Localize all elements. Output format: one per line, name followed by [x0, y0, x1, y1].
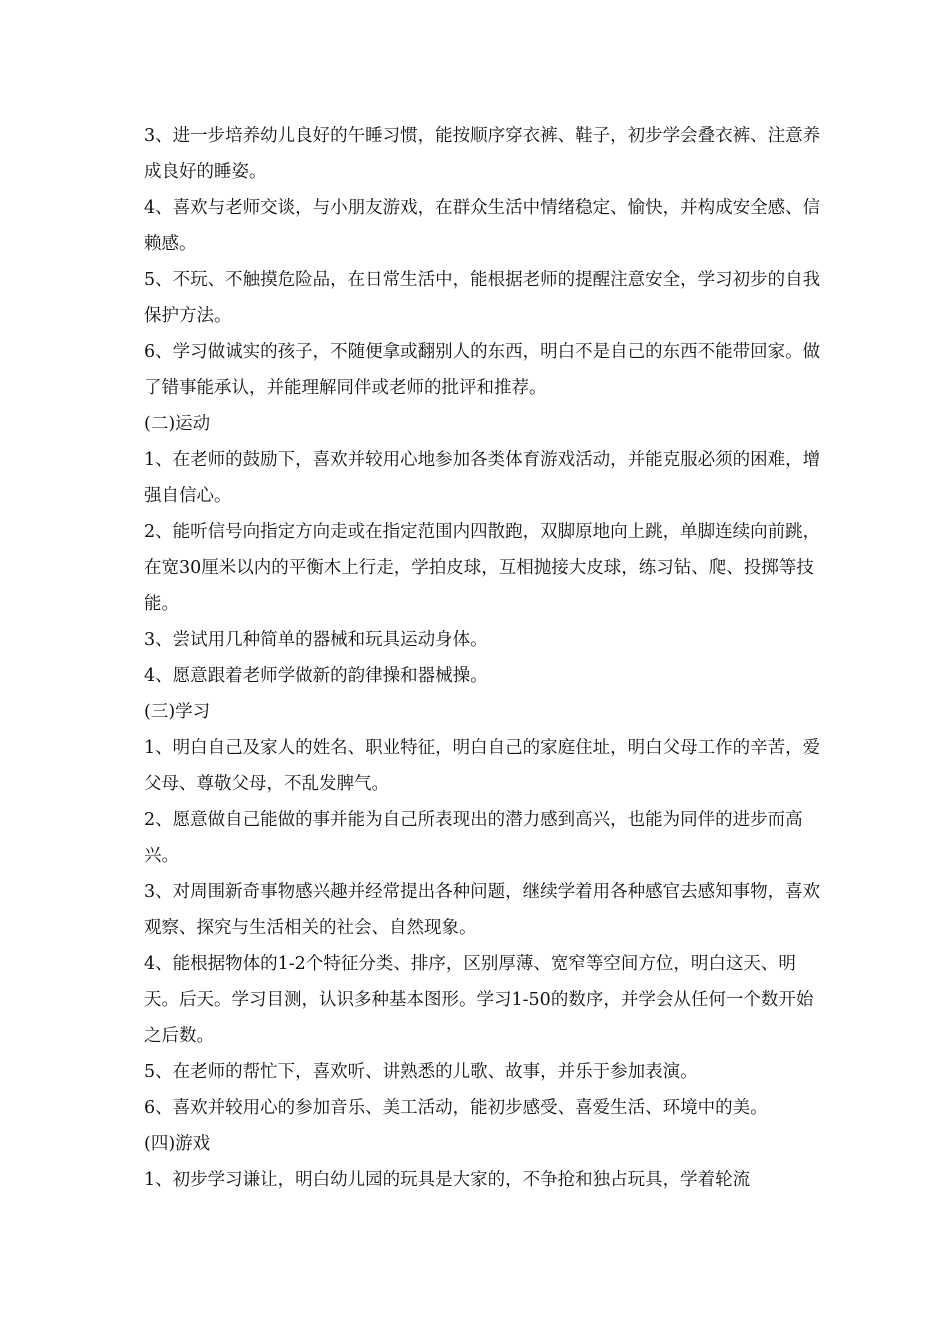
section-heading-sports: (二)运动: [144, 414, 211, 434]
list-item: 1、明白自己及家人的姓名、职业特征，明白自己的家庭住址，明白父母工作的辛苦，爱父母、尊敬父母，不乱发脾气。: [144, 738, 821, 794]
list-item: 5、在老师的帮忙下，喜欢听、讲熟悉的儿歌、故事，并乐于参加表演。: [144, 1062, 698, 1082]
list-item: 3、对周围新奇事物感兴趣并经常提出各种问题，继续学着用各种感官去感知事物，喜欢观察、探究与生活相关的社会、自然现象。: [144, 882, 821, 938]
list-item: 4、愿意跟着老师学做新的韵律操和器械操。: [144, 666, 488, 686]
list-item: 2、愿意做自己能做的事并能为自己所表现出的潜力感到高兴，也能为同伴的进步而高兴。: [144, 810, 803, 866]
list-item: 6、学习做诚实的孩子，不随便拿或翻别人的东西，明白不是自己的东西不能带回家。做了错事能承认，并能理解同伴或老师的批评和推荐。: [144, 342, 821, 398]
list-item: 1、初步学习谦让，明白幼儿园的玩具是大家的，不争抢和独占玩具，学着轮流: [144, 1170, 751, 1190]
document-body: [144, 118, 824, 1198]
list-item: 6、喜欢并较用心的参加音乐、美工活动，能初步感受、喜爱生活、环境中的美。: [144, 1098, 768, 1118]
list-item: 2、能听信号向指定方向走或在指定范围内四散跑，双脚原地向上跳，单脚连续向前跳，在宽30厘米以内的平衡木上行走，学拍皮球，互相抛接大皮球，练习钻、爬、投掷等技能。: [144, 522, 821, 614]
list-item: 5、不玩、不触摸危险品，在日常生活中，能根据老师的提醒注意安全，学习初步的自我保护方法。: [144, 270, 821, 326]
section-heading-games: (四)游戏: [144, 1134, 211, 1154]
list-item: 3、尝试用几种简单的器械和玩具运动身体。: [144, 630, 488, 650]
list-item: 4、能根据物体的1-2个特征分类、排序，区别厚薄、宽窄等空间方位，明白这天、明天。后天。学习目测，认识多种基本图形。学习1-50的数序，并学会从任何一个数开始之后数。: [144, 954, 814, 1046]
section-heading-learning: (三)学习: [144, 702, 211, 722]
list-item: 4、喜欢与老师交谈，与小朋友游戏，在群众生活中情绪稳定、愉快，并构成安全感、信赖感。: [144, 198, 821, 254]
list-item: 1、在老师的鼓励下，喜欢并较用心地参加各类体育游戏活动，并能克服必须的困难，增强自信心。: [144, 450, 821, 506]
list-item: 3、进一步培养幼儿良好的午睡习惯，能按顺序穿衣裤、鞋子，初步学会叠衣裤、注意养成良好的睡姿。: [144, 126, 821, 182]
